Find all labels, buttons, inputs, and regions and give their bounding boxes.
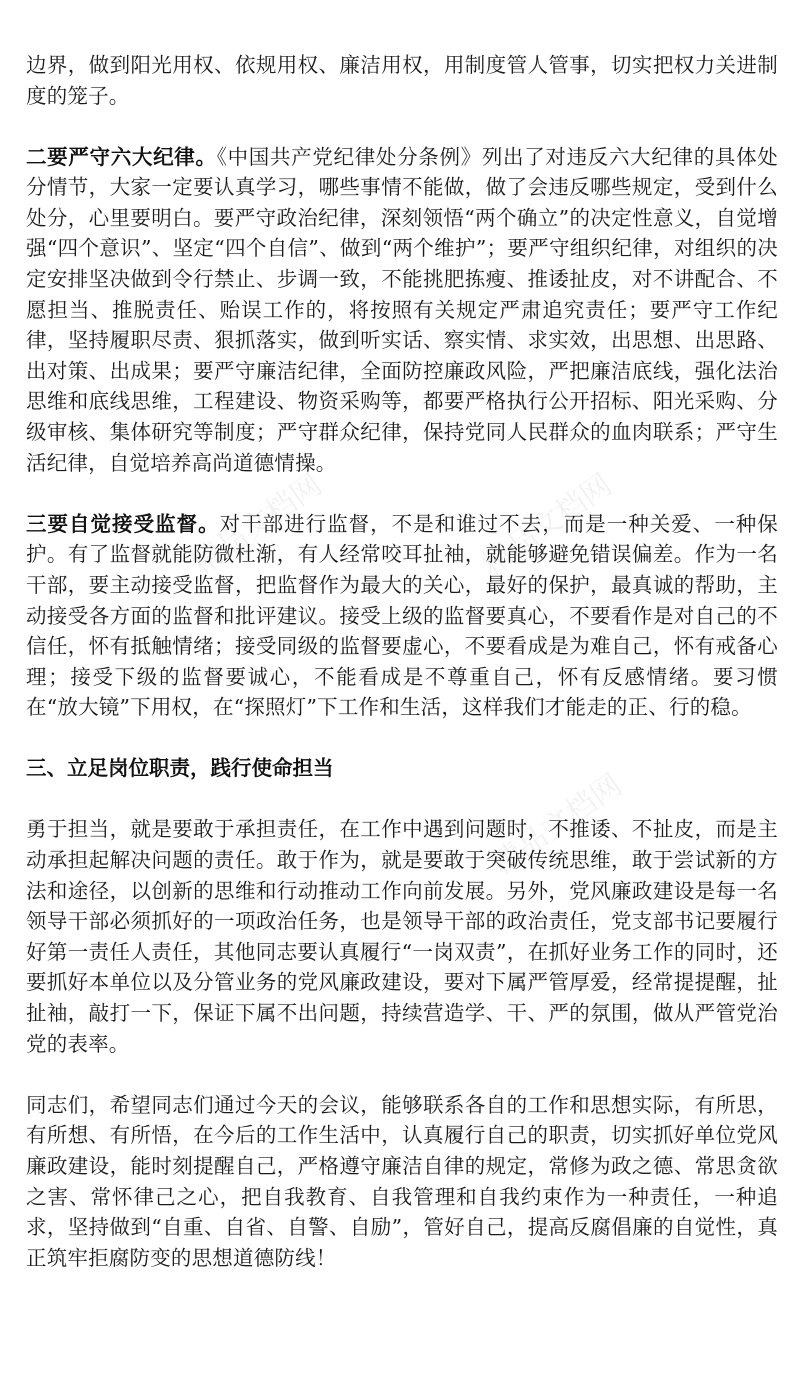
paragraph-text: 边界，做到阳光用权、依规用权、廉洁用权，用制度管人管事，切实把权力关进制度的笼子。 bbox=[26, 53, 778, 108]
watermark: 精品文档网 bbox=[475, 467, 619, 583]
paragraph bbox=[26, 814, 778, 1059]
paragraph-lead: 二要严守六大纪律。 bbox=[26, 144, 217, 169]
document-body bbox=[26, 50, 778, 1273]
watermark: 精品文档网 bbox=[485, 767, 629, 883]
paragraph bbox=[26, 509, 778, 723]
paragraph bbox=[26, 1090, 778, 1274]
paragraph-text: 勇于担当，就是要敢于承担责任，在工作中遇到问题时，不推诿、不扯皮，而是主动承担起解决问题的责任。敢于作为，就是要敢于突破传统思维，敢于尝试新的方法和途径，以创新的思维和行动推动工作向前发展。另外，党风廉政建设是每一名领导干部必须抓好的一项政治任务，也是领导干部的政治责任，党支部书记要履行好第一责任人责任，其他同志要认真履行“一岗双责”，在抓好业务工作的同时，还要抓好本单位以及分管业务的党风廉政建设，要对下属严管厚爱，经常提提醒，扯扯袖，敲打一下，保证下属不出问题，持续营造学、干、严的氛围，做从严管党治党的表率。 bbox=[26, 817, 778, 1056]
paragraph bbox=[26, 142, 778, 479]
paragraph bbox=[26, 50, 778, 111]
paragraph-text: 同志们，希望同志们通过今天的会议，能够联系各自的工作和思想实际，有所思，有所想、有所悟，在今后的工作生活中，认真履行自己的职责，切实抓好单位党风廉政建设，能时刻提醒自己，严格遵守廉洁自律的规定，常修为政之德、常思贪欲之害、常怀律己之心，把自我教育、自我管理和自我约束作为一种责任，一种追求，坚持做到“自重、自省、自警、自励”，管好自己，提高反腐倡廉的自觉性，真正筑牢拒腐防变的思想道德防线！ bbox=[26, 1092, 778, 1270]
paragraph-text: 《中国共产党纪律处分条例》列出了对违反六大纪律的具体处分情节，大家一定要认真学习，哪些事情不能做，做了会违反哪些规定，受到什么处分，心里要明白。要严守政治纪律，深刻领悟“两个确立”的决定性意义，自觉增强“四个意识”、坚定“四个自信”、做到“两个维护”；要严守组织纪律，对组织的决定安排坚决做到令行禁止、步调一致，不能挑肥拣瘦、推诿扯皮，对不讲配合、不愿担当、推脱责任、贻误工作的，将按照有关规定严肃追究责任；要严守工作纪律，坚持履职尽责、狠抓落实，做到听实话、察实情、求实效，出思想、出思路、出对策、出成果；要严守廉洁纪律，全面防控廉政风险，严把廉洁底线，强化法治思维和底线思维，工程建设、物资采购等，都要严格执行公开招标、阳光采购、分级审核、集体研究等制度；严守群众纪律，保持党同人民群众的血肉联系；严守生活纪律，自觉培养高尚道德情操。 bbox=[26, 144, 778, 475]
paragraph-lead: 三要自觉接受监督。 bbox=[26, 511, 220, 536]
section-heading: 三、立足岗位职责，践行使命担当 bbox=[26, 756, 334, 781]
paragraph-text: 对干部进行监督，不是和谁过不去，而是一种关爱、一种保护。有了监督就能防微杜渐，有人经常咬耳扯袖，就能够避免错误偏差。作为一名干部，要主动接受监督，把监督作为最大的关心，最好的保护，最真诚的帮助，主动接受各方面的监督和批评建议。接受上级的监督要真心，不要看作是对自己的不信任，怀有抵触情绪；接受同级的监督要虚心，不要看成是为难自己，怀有戒备心理；接受下级的监督要诚心，不能看成是不尊重自己，怀有反感情绪。要习惯在“放大镜”下用权，在“探照灯”下工作和生活，这样我们才能走的正、行的稳。 bbox=[26, 511, 778, 720]
watermark: 精品文档网 bbox=[185, 467, 329, 583]
